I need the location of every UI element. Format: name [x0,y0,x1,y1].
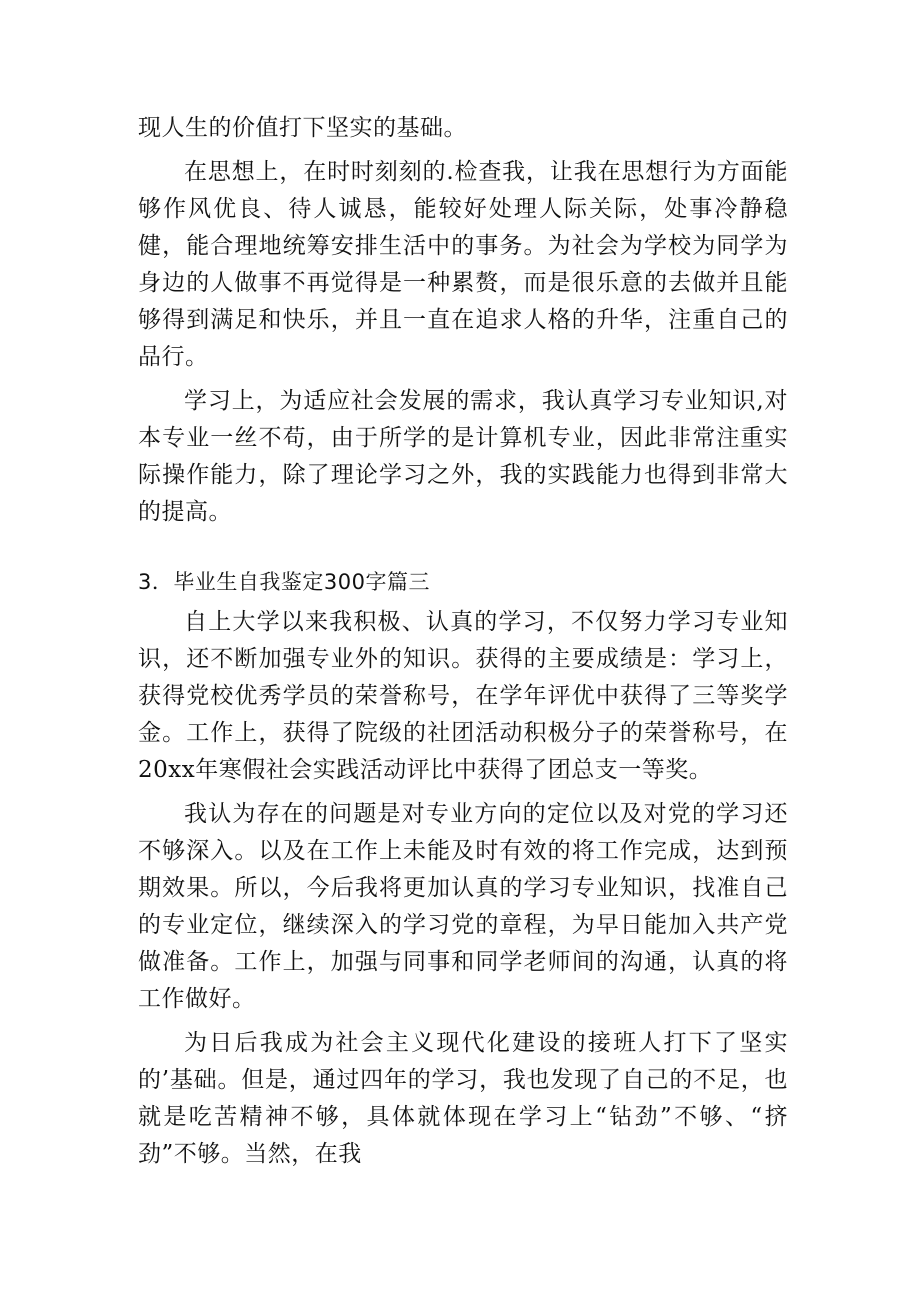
paragraph-continuation: 现人生的价值打下坚实的基础。 [138,115,467,141]
paragraph-problems: 我认为存在的问题是对专业方向的定位以及对党的学习还不够深入。以及在工作上未能及时有效的将工作完成，达到预期效果。所以，今后我将更加认真的学习专业知识，找准自己的专业定位，继续深入的学习党的章程，为早日能加入共产党做准备。工作上，加强与同事和同学老师间的沟通，认真的将工作做好。 [138,801,788,1012]
paragraph-future: 为日后我成为社会主义现代化建设的接班人打下了坚实的’基础。但是，通过四年的学习，我也发现了自己的不足，也就是吃苦精神不够，具体就体现在学习上“钻劲”不够、“挤劲”不够。当然，在我 [138,1030,788,1167]
paragraph-thought: 在思想上，在时时刻刻的.检查我，让我在思想行为方面能够作风优良、待人诚恳，能较好处理人际关际，处事冷静稳健，能合理地统筹安排生活中的事务。为社会为学校为同学为身边的人做事不再觉得是一种累赘，而是很乐意的去做并且能够得到满足和快乐，并且一直在追求人格的升华，注重自己的品行。 [138,159,788,370]
paragraph-study: 学习上，为适应社会发展的需求，我认真学习专业知识,对本专业一丝不苟，由于所学的是计算机专业，因此非常注重实际操作能力，除了理论学习之外，我的实践能力也得到非常大的提高。 [138,388,788,525]
document-body [138,110,788,1173]
section-heading: 3．毕业生自我鉴定300字篇三 [138,570,430,594]
paragraph-achievements: 自上大学以来我积极、认真的学习，不仅努力学习专业知识，还不断加强专业外的知识。获得的主要成绩是：学习上，获得党校优秀学员的荣誉称号，在学年评优中获得了三等奖学金。工作上，获得了院级的社团活动积极分子的荣誉称号，在20xx年寒假社会实践活动评比中获得了团总支一等奖。 [138,609,788,783]
